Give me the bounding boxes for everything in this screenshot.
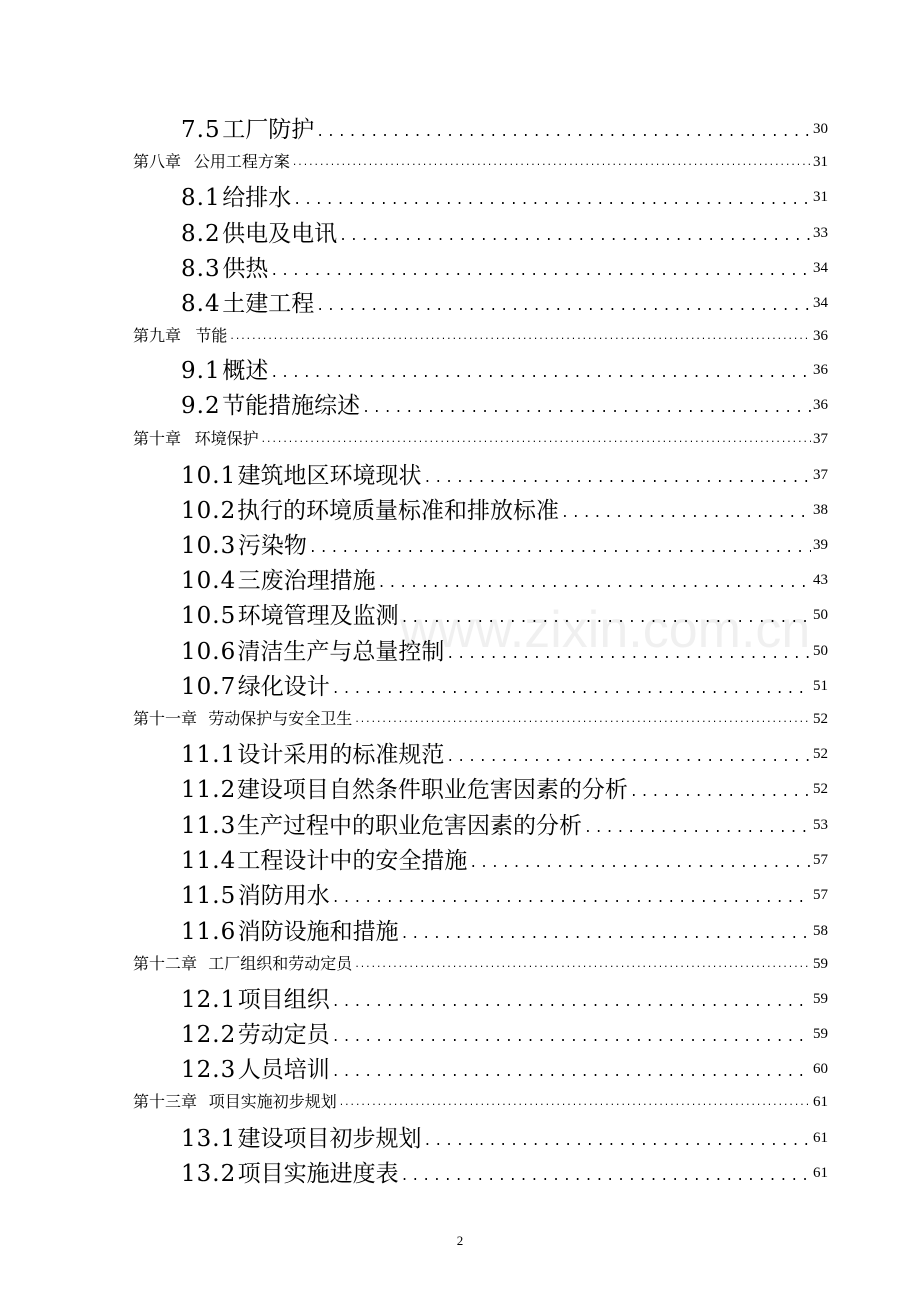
entry-number: 8.3: [181, 256, 221, 282]
toc-section-entry: [181, 114, 828, 145]
entry-page-number: 57: [813, 887, 828, 903]
entry-title: 劳动定员: [237, 1022, 330, 1048]
toc-section-entry: [181, 1019, 828, 1050]
entry-title: 节能: [195, 326, 228, 345]
entry-number: 第十章: [133, 429, 182, 448]
entry-number: 8.1: [181, 185, 221, 211]
dot-leader: [332, 994, 811, 1012]
entry-page-number: 50: [813, 607, 828, 623]
dot-leader: [292, 156, 811, 170]
toc-section-entry: [181, 810, 828, 841]
toc-section-entry: [181, 1158, 828, 1189]
entry-page-number: 53: [813, 817, 828, 833]
toc-section-entry: [181, 253, 828, 284]
dot-leader: [339, 228, 811, 246]
entry-number: 10.6: [181, 639, 237, 665]
entry-page-number: 59: [813, 956, 828, 972]
dot-leader: [316, 298, 811, 316]
entry-title: 土建工程: [222, 291, 315, 317]
entry-title: 节能措施综述: [222, 393, 361, 419]
entry-number: 第十二章: [133, 954, 198, 973]
dot-leader: [270, 263, 811, 281]
dot-leader: [293, 192, 811, 210]
toc-section-entry: [181, 880, 828, 911]
dot-leader: [332, 890, 811, 908]
entry-number: 9.2: [181, 393, 221, 419]
entry-title: 供电及电讯: [222, 221, 338, 247]
entry-page-number: 36: [813, 362, 828, 378]
toc-section-entry: [181, 530, 828, 561]
entry-title: 供热: [222, 256, 269, 282]
toc-chapter-entry: [133, 708, 828, 730]
dot-leader: [401, 926, 811, 944]
entry-title: 工程设计中的安全措施: [237, 848, 468, 874]
entry-number: 12.2: [181, 1022, 237, 1048]
entry-page-number: 60: [813, 1061, 828, 1077]
entry-page-number: 34: [813, 295, 828, 311]
entry-number: 第九章: [133, 326, 182, 345]
entry-page-number: 38: [813, 502, 828, 518]
watermark: www.zixin.com.cn: [400, 601, 811, 659]
entry-number: 9.1: [181, 358, 221, 384]
entry-page-number: 59: [813, 991, 828, 1007]
dot-leader: [332, 681, 811, 699]
dot-leader: [584, 820, 811, 838]
entry-page-number: 61: [813, 1094, 828, 1110]
entry-number: 12.1: [181, 987, 237, 1013]
entry-page-number: 39: [813, 537, 828, 553]
entry-number: 10.3: [181, 533, 237, 559]
dot-leader: [316, 124, 811, 142]
entry-number: 7.5: [181, 117, 221, 143]
toc-section-entry: [181, 565, 828, 596]
entry-page-number: 52: [813, 746, 828, 762]
entry-page-number: 61: [813, 1130, 828, 1146]
entry-page-number: 57: [813, 852, 828, 868]
toc-section-entry: [181, 218, 828, 249]
entry-number: 10.7: [181, 674, 237, 700]
entry-number: 11.5: [181, 883, 237, 909]
entry-page-number: 37: [813, 467, 828, 483]
entry-title: 建筑地区环境现状: [237, 463, 422, 489]
entry-page-number: 30: [813, 121, 828, 137]
entry-page-number: 31: [813, 154, 828, 170]
entry-title: 执行的环境质量标准和排放标准: [237, 498, 560, 524]
entry-page-number: 36: [813, 328, 828, 344]
dot-leader: [332, 1029, 811, 1047]
entry-page-number: 34: [813, 260, 828, 276]
toc-section-entry: [181, 739, 828, 770]
dot-leader: [630, 784, 811, 802]
entry-number: 10.5: [181, 603, 237, 629]
entry-page-number: 59: [813, 1026, 828, 1042]
footer-page-number: 2: [456, 1233, 464, 1248]
entry-number: 11.6: [181, 919, 237, 945]
entry-page-number: 51: [813, 678, 828, 694]
entry-title: 设计采用的标准规范: [237, 742, 445, 768]
entry-number: 11.2: [181, 777, 237, 803]
toc-section-entry: [181, 460, 828, 491]
toc-section-entry: [181, 1123, 828, 1154]
dot-leader: [332, 1064, 811, 1082]
entry-title: 概述: [222, 358, 269, 384]
dot-leader: [401, 1168, 811, 1186]
dot-leader: [561, 505, 811, 523]
dot-leader: [424, 470, 812, 488]
dot-leader: [378, 575, 811, 593]
entry-title: 项目实施进度表: [237, 1161, 399, 1187]
entry-title: 建设项目自然条件职业危害因素的分析: [236, 777, 628, 803]
entry-page-number: 43: [813, 572, 828, 588]
toc-chapter-entry: [133, 1091, 828, 1113]
toc-chapter-entry: [133, 325, 828, 347]
dot-leader: [261, 433, 811, 447]
entry-number: 11.1: [181, 742, 237, 768]
entry-page-number: 52: [813, 711, 828, 727]
entry-title: 环境保护: [194, 429, 259, 448]
toc-chapter-entry: [133, 953, 828, 975]
entry-title: 消防用水: [237, 883, 330, 909]
toc-section-entry: [181, 774, 828, 805]
entry-number: 8.4: [181, 291, 221, 317]
entry-title: 环境管理及监测: [237, 603, 399, 629]
entry-number: 13.1: [181, 1126, 237, 1152]
entry-title: 项目实施初步规划: [208, 1092, 337, 1111]
entry-number: 8.2: [181, 221, 221, 247]
entry-number: 11.3: [181, 813, 237, 839]
entry-title: 公用工程方案: [193, 152, 290, 171]
entry-number: 10.4: [181, 568, 237, 594]
entry-title: 工厂组织和劳动定员: [208, 954, 353, 973]
entry-page-number: 58: [813, 923, 828, 939]
toc-section-entry: [181, 495, 828, 526]
dot-leader: [270, 365, 811, 383]
toc-chapter-entry: [133, 428, 828, 450]
dot-leader: [446, 749, 811, 767]
entry-number: 第十一章: [133, 709, 198, 728]
dot-leader: [362, 400, 811, 418]
entry-number: 13.2: [181, 1161, 237, 1187]
entry-page-number: 33: [813, 225, 828, 241]
entry-title: 绿化设计: [237, 674, 330, 700]
toc-section-entry: [181, 1054, 828, 1085]
entry-number: 11.4: [181, 848, 237, 874]
dot-leader: [354, 958, 811, 972]
entry-number: 10.1: [181, 463, 237, 489]
entry-number: 12.3: [181, 1057, 237, 1083]
entry-page-number: 36: [813, 397, 828, 413]
toc-section-entry: [181, 984, 828, 1015]
entry-page-number: 37: [813, 431, 828, 447]
entry-page-number: 61: [813, 1165, 828, 1181]
toc-chapter-entry: [133, 151, 828, 173]
entry-title: 人员培训: [237, 1057, 330, 1083]
entry-title: 污染物: [237, 533, 307, 559]
dot-leader: [424, 1133, 812, 1151]
entry-number: 第八章: [133, 152, 182, 171]
toc-section-entry: [181, 671, 828, 702]
entry-title: 三废治理措施: [237, 568, 376, 594]
entry-title: 生产过程中的职业危害因素的分析: [236, 813, 582, 839]
toc-section-entry: [181, 182, 828, 213]
dot-leader: [339, 1096, 811, 1110]
entry-page-number: 31: [813, 189, 828, 205]
toc-section-entry: [181, 845, 828, 876]
entry-title: 建设项目初步规划: [237, 1126, 422, 1152]
entry-page-number: 52: [813, 781, 828, 797]
entry-title: 消防设施和措施: [237, 919, 399, 945]
toc-section-entry: [181, 916, 828, 947]
dot-leader: [469, 855, 811, 873]
dot-leader: [229, 330, 811, 344]
entry-title: 劳动保护与安全卫生: [208, 709, 353, 728]
dot-leader: [309, 540, 811, 558]
entry-title: 清洁生产与总量控制: [237, 639, 445, 665]
entry-title: 给排水: [222, 185, 292, 211]
toc-section-entry: [181, 355, 828, 386]
dot-leader: [354, 713, 811, 727]
entry-number: 10.2: [181, 498, 237, 524]
entry-number: 第十三章: [133, 1092, 198, 1111]
toc-section-entry: [181, 390, 828, 421]
toc-section-entry: [181, 288, 828, 319]
entry-title: 工厂防护: [222, 117, 315, 143]
entry-title: 项目组织: [237, 987, 330, 1013]
entry-page-number: 50: [813, 643, 828, 659]
